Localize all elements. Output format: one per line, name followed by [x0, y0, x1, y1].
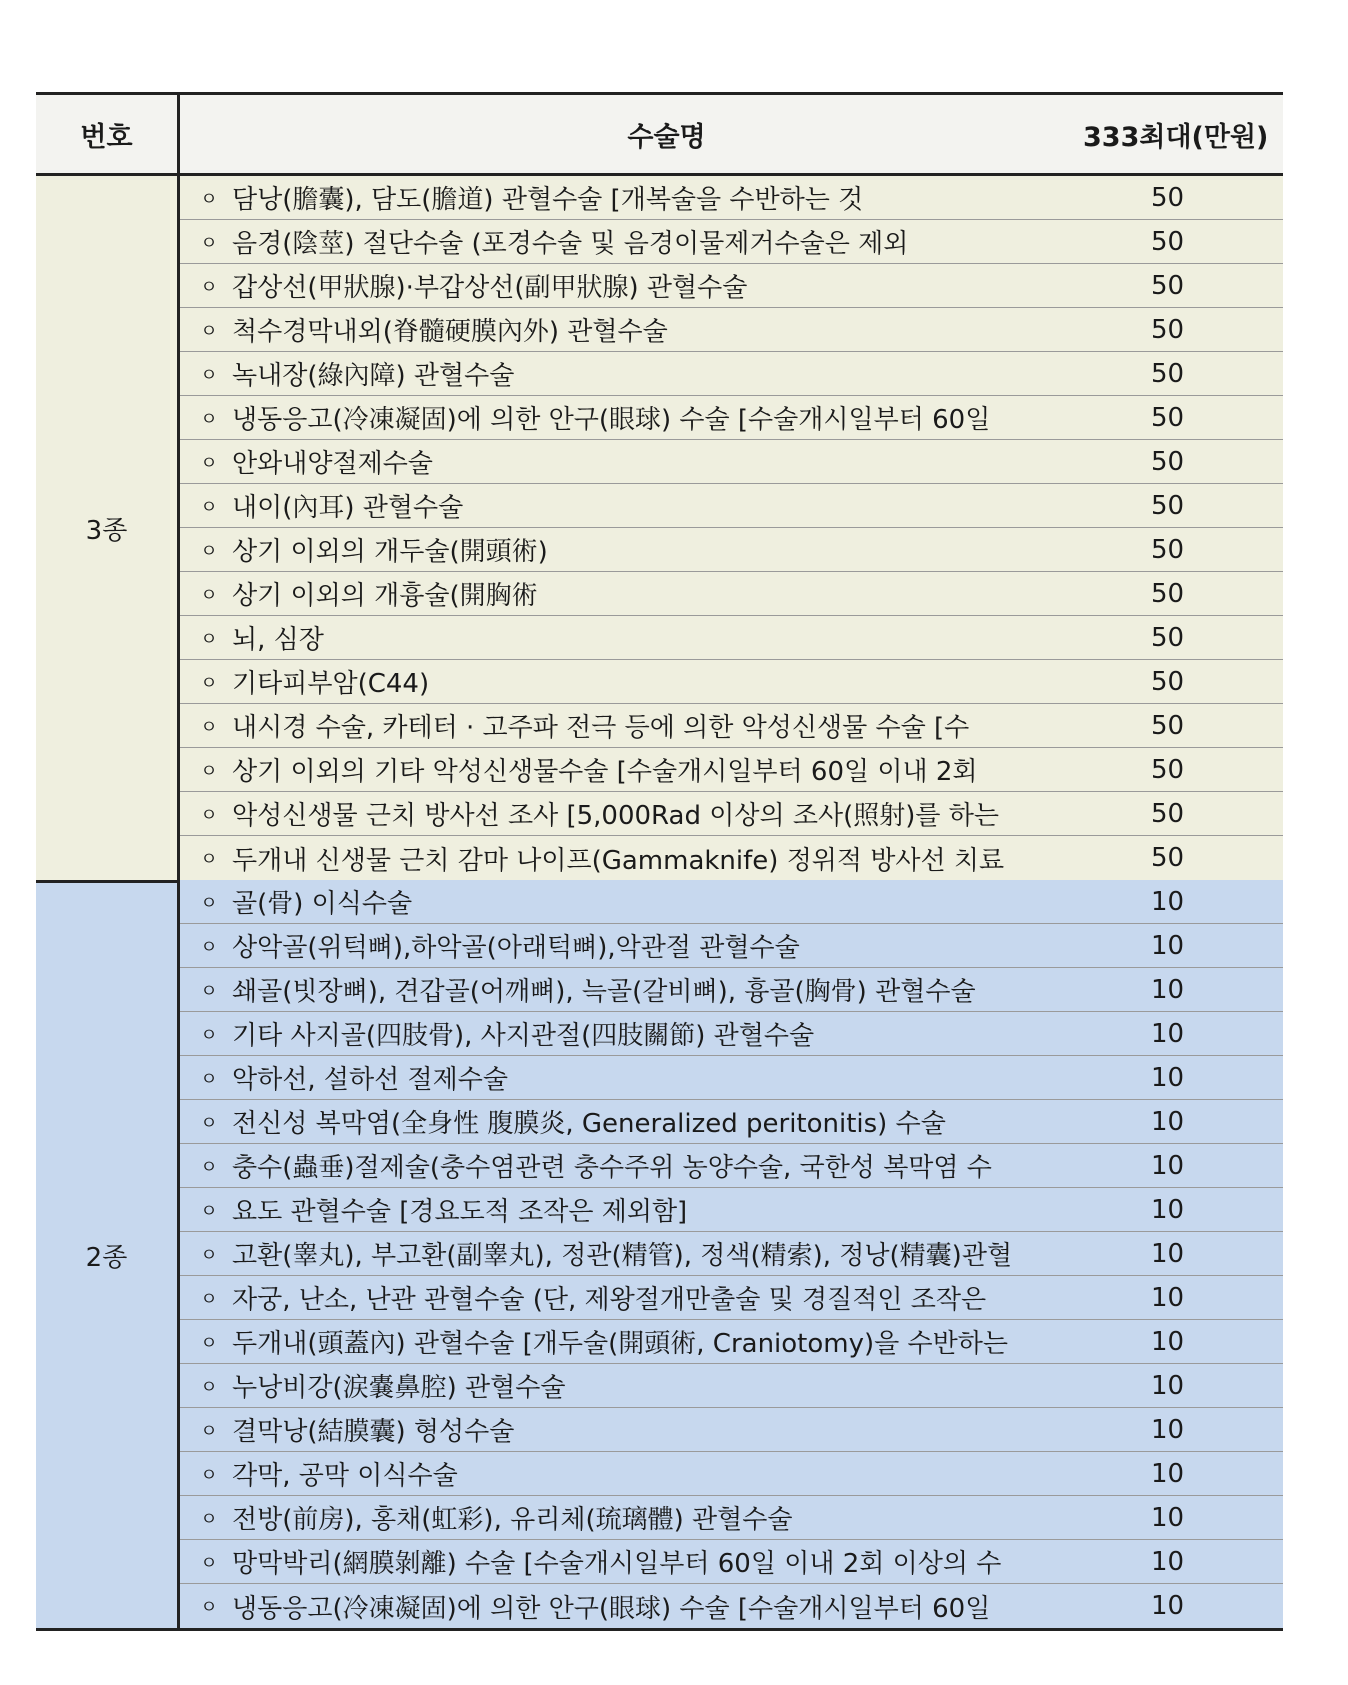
- bullet-icon: ㅇ: [200, 1508, 218, 1530]
- max-amount: 10: [1150, 1106, 1185, 1137]
- group-label: 2종: [36, 880, 180, 1628]
- table-group: [36, 880, 1283, 1631]
- bullet-icon: ㅇ: [200, 584, 218, 606]
- max-amount: 10: [1150, 930, 1185, 961]
- max-amount: 50: [1150, 270, 1185, 301]
- max-amount: 10: [1150, 886, 1185, 917]
- surgery-name: 담낭(膽囊), 담도(膽道) 관혈수술 [개복술을 수반하는 것: [232, 185, 864, 215]
- bullet-icon: ㅇ: [200, 276, 218, 298]
- bullet-icon: ㅇ: [200, 892, 218, 914]
- bullet-icon: ㅇ: [200, 188, 218, 210]
- surgery-name: 기타피부암(C44): [232, 669, 430, 699]
- max-amount: 50: [1150, 666, 1185, 697]
- surgery-name: 내이(內耳) 관혈수술: [232, 493, 464, 523]
- bullet-icon: ㅇ: [200, 1156, 218, 1178]
- max-amount: 50: [1150, 843, 1185, 873]
- max-amount: 10: [1150, 1194, 1185, 1225]
- bullet-icon: ㅇ: [200, 1464, 218, 1486]
- table-row: [180, 1276, 1283, 1320]
- surgery-name: 상기 이외의 개두술(開頭術): [232, 537, 548, 567]
- bullet-icon: ㅇ: [200, 1112, 218, 1134]
- group-label: 3종: [36, 176, 180, 880]
- surgery-name: 냉동응고(冷凍凝固)에 의한 안구(眼球) 수술 [수술개시일부터 60일: [232, 405, 991, 435]
- table-row: [180, 1144, 1283, 1188]
- surgery-name: 자궁, 난소, 난관 관혈수술 (단, 제왕절개만출술 및 경질적인 조작은: [232, 1285, 987, 1315]
- max-amount: 10: [1150, 1150, 1185, 1181]
- bullet-icon: ㅇ: [200, 1068, 218, 1090]
- bullet-icon: ㅇ: [200, 980, 218, 1002]
- surgery-name: 뇌, 심장: [232, 625, 324, 655]
- max-amount: 10: [1150, 1326, 1185, 1357]
- table-row: [180, 1540, 1283, 1584]
- table-row: [180, 1100, 1283, 1144]
- max-amount: 50: [1150, 314, 1185, 345]
- table-row: [180, 1012, 1283, 1056]
- max-amount: 50: [1150, 710, 1185, 741]
- table-row: [180, 1320, 1283, 1364]
- bullet-icon: ㅇ: [200, 1376, 218, 1398]
- table-row: [180, 704, 1283, 748]
- surgery-name: 냉동응고(冷凍凝固)에 의한 안구(眼球) 수술 [수술개시일부터 60일: [232, 1593, 991, 1624]
- surgery-name: 음경(陰莖) 절단수술 (포경수술 및 음경이물제거수술은 제외: [232, 229, 909, 259]
- table-row: [180, 1232, 1283, 1276]
- surgery-name: 안와내양절제수술: [232, 449, 433, 479]
- table-row: [180, 440, 1283, 484]
- max-amount: 50: [1150, 446, 1185, 477]
- surgery-name: 두개내(頭蓋內) 관혈수술 [개두술(開頭術, Craniotomy)을 수반하는: [232, 1329, 1008, 1359]
- surgery-name: 상악골(위턱뼈),하악골(아래턱뼈),악관절 관혈수술: [232, 933, 800, 963]
- table-row: [180, 396, 1283, 440]
- bullet-icon: ㅇ: [200, 628, 218, 650]
- table-row: [180, 1364, 1283, 1408]
- surgery-name: 망막박리(網膜剝離) 수술 [수술개시일부터 60일 이내 2회 이상의 수: [232, 1549, 1002, 1579]
- bullet-icon: ㅇ: [200, 1024, 218, 1046]
- table-row: [180, 572, 1283, 616]
- max-amount: 50: [1150, 534, 1185, 565]
- bullet-icon: ㅇ: [200, 496, 218, 518]
- surgery-name: 결막낭(結膜囊) 형성수술: [232, 1417, 515, 1447]
- bullet-icon: ㅇ: [200, 1332, 218, 1354]
- surgery-name: 쇄골(빗장뼈), 견갑골(어깨뼈), 늑골(갈비뼈), 흉골(胸骨) 관혈수술: [232, 977, 976, 1007]
- bullet-icon: ㅇ: [200, 364, 218, 386]
- table-row: [180, 1056, 1283, 1100]
- bullet-icon: ㅇ: [200, 1288, 218, 1310]
- max-amount: 10: [1150, 1591, 1185, 1621]
- bullet-icon: ㅇ: [200, 1244, 218, 1266]
- max-amount: 10: [1150, 1414, 1185, 1445]
- table-row: [180, 1188, 1283, 1232]
- max-amount: 10: [1150, 1458, 1185, 1489]
- table-body: [36, 176, 1283, 1631]
- table-row: [180, 528, 1283, 572]
- surgery-name: 내시경 수술, 카테터 · 고주파 전극 등에 의한 악성신생물 수술 [수: [232, 713, 970, 743]
- table-row: [180, 968, 1283, 1012]
- bullet-icon: ㅇ: [200, 760, 218, 782]
- surgery-name: 상기 이외의 개흉술(開胸術: [232, 581, 538, 611]
- table-row: [180, 1408, 1283, 1452]
- surgery-name: 두개내 신생물 근치 감마 나이프(Gammaknife) 정위적 방사선 치료: [232, 845, 1005, 876]
- max-amount: 10: [1150, 1238, 1185, 1269]
- table-header: [36, 92, 1283, 176]
- surgery-name: 상기 이외의 기타 악성신생물수술 [수술개시일부터 60일 이내 2회: [232, 757, 978, 787]
- surgery-name: 요도 관혈수술 [경요도적 조작은 제외함]: [232, 1197, 688, 1227]
- max-amount: 50: [1150, 622, 1185, 653]
- header-surgery-name: 수술명: [627, 121, 706, 153]
- bullet-icon: ㅇ: [200, 716, 218, 738]
- max-amount: 50: [1150, 490, 1185, 521]
- surgery-name: 고환(睾丸), 부고환(副睾丸), 정관(精管), 정색(精索), 정낭(精囊)관혈: [232, 1241, 1013, 1271]
- bullet-icon: ㅇ: [200, 232, 218, 254]
- table-row: [180, 1452, 1283, 1496]
- table-row: [180, 792, 1283, 836]
- bullet-icon: ㅇ: [200, 1420, 218, 1442]
- max-amount: 50: [1150, 402, 1185, 433]
- table-group: [36, 176, 1283, 880]
- bullet-icon: ㅇ: [200, 849, 218, 870]
- max-amount: 10: [1150, 1370, 1185, 1401]
- table-row: [180, 748, 1283, 792]
- surgery-name: 악성신생물 근치 방사선 조사 [5,000Rad 이상의 조사(照射)를 하는: [232, 801, 999, 831]
- bullet-icon: ㅇ: [200, 540, 218, 562]
- group-rows: [180, 176, 1283, 880]
- bullet-icon: ㅇ: [200, 1597, 218, 1618]
- max-amount: 50: [1150, 358, 1185, 389]
- max-amount: 10: [1150, 1018, 1185, 1049]
- table-row: [180, 308, 1283, 352]
- bullet-icon: ㅇ: [200, 672, 218, 694]
- surgery-name: 누낭비강(涙嚢鼻腔) 관혈수술: [232, 1373, 566, 1403]
- surgery-name: 전신성 복막염(全身性 腹膜炎, Generalized peritonitis) 수술: [232, 1109, 946, 1139]
- table-row: [180, 352, 1283, 396]
- group-rows: [180, 880, 1283, 1628]
- header-max-amount: 333최대(만원): [1083, 121, 1269, 153]
- bullet-icon: ㅇ: [200, 1552, 218, 1574]
- max-amount: 50: [1150, 578, 1185, 609]
- bullet-icon: ㅇ: [200, 804, 218, 826]
- max-amount: 10: [1150, 1502, 1185, 1533]
- surgery-name: 충수(蟲垂)절제술(충수염관련 충수주위 농양수술, 국한성 복막염 수: [232, 1153, 992, 1183]
- table-row: [180, 176, 1283, 220]
- surgery-name: 척수경막내외(脊髓硬膜內外) 관혈수술: [232, 317, 668, 347]
- table-row: [180, 616, 1283, 660]
- table-row: [180, 1496, 1283, 1540]
- table-row: [180, 924, 1283, 968]
- max-amount: 50: [1150, 182, 1185, 213]
- max-amount: 10: [1150, 1282, 1185, 1313]
- max-amount: 50: [1150, 226, 1185, 257]
- max-amount: 10: [1150, 1062, 1185, 1093]
- bullet-icon: ㅇ: [200, 936, 218, 958]
- bullet-icon: ㅇ: [200, 408, 218, 430]
- table-row: [180, 264, 1283, 308]
- surgery-name: 기타 사지골(四肢骨), 사지관절(四肢關節) 관혈수술: [232, 1021, 815, 1051]
- surgery-name: 골(骨) 이식수술: [232, 889, 413, 919]
- table-row: [180, 484, 1283, 528]
- surgery-name: 갑상선(甲狀腺)·부갑상선(副甲狀腺) 관혈수술: [232, 273, 748, 303]
- table-row: [180, 836, 1283, 880]
- table-row: [180, 880, 1283, 924]
- surgery-name: 각막, 공막 이식수술: [232, 1461, 458, 1491]
- surgery-name: 전방(前房), 홍채(虹彩), 유리체(琉璃體) 관혈수술: [232, 1505, 793, 1535]
- max-amount: 50: [1150, 754, 1185, 785]
- bullet-icon: ㅇ: [200, 452, 218, 474]
- surgery-table: [36, 92, 1283, 1631]
- bullet-icon: ㅇ: [200, 320, 218, 342]
- max-amount: 10: [1150, 1546, 1185, 1577]
- table-row: [180, 660, 1283, 704]
- table-row: [180, 1584, 1283, 1628]
- max-amount: 10: [1150, 974, 1185, 1005]
- table-row: [180, 220, 1283, 264]
- surgery-name: 악하선, 설하선 절제수술: [232, 1065, 508, 1095]
- header-number: 번호: [36, 95, 180, 173]
- max-amount: 50: [1150, 798, 1185, 829]
- surgery-name: 녹내장(綠內障) 관혈수술: [232, 361, 515, 391]
- bullet-icon: ㅇ: [200, 1200, 218, 1222]
